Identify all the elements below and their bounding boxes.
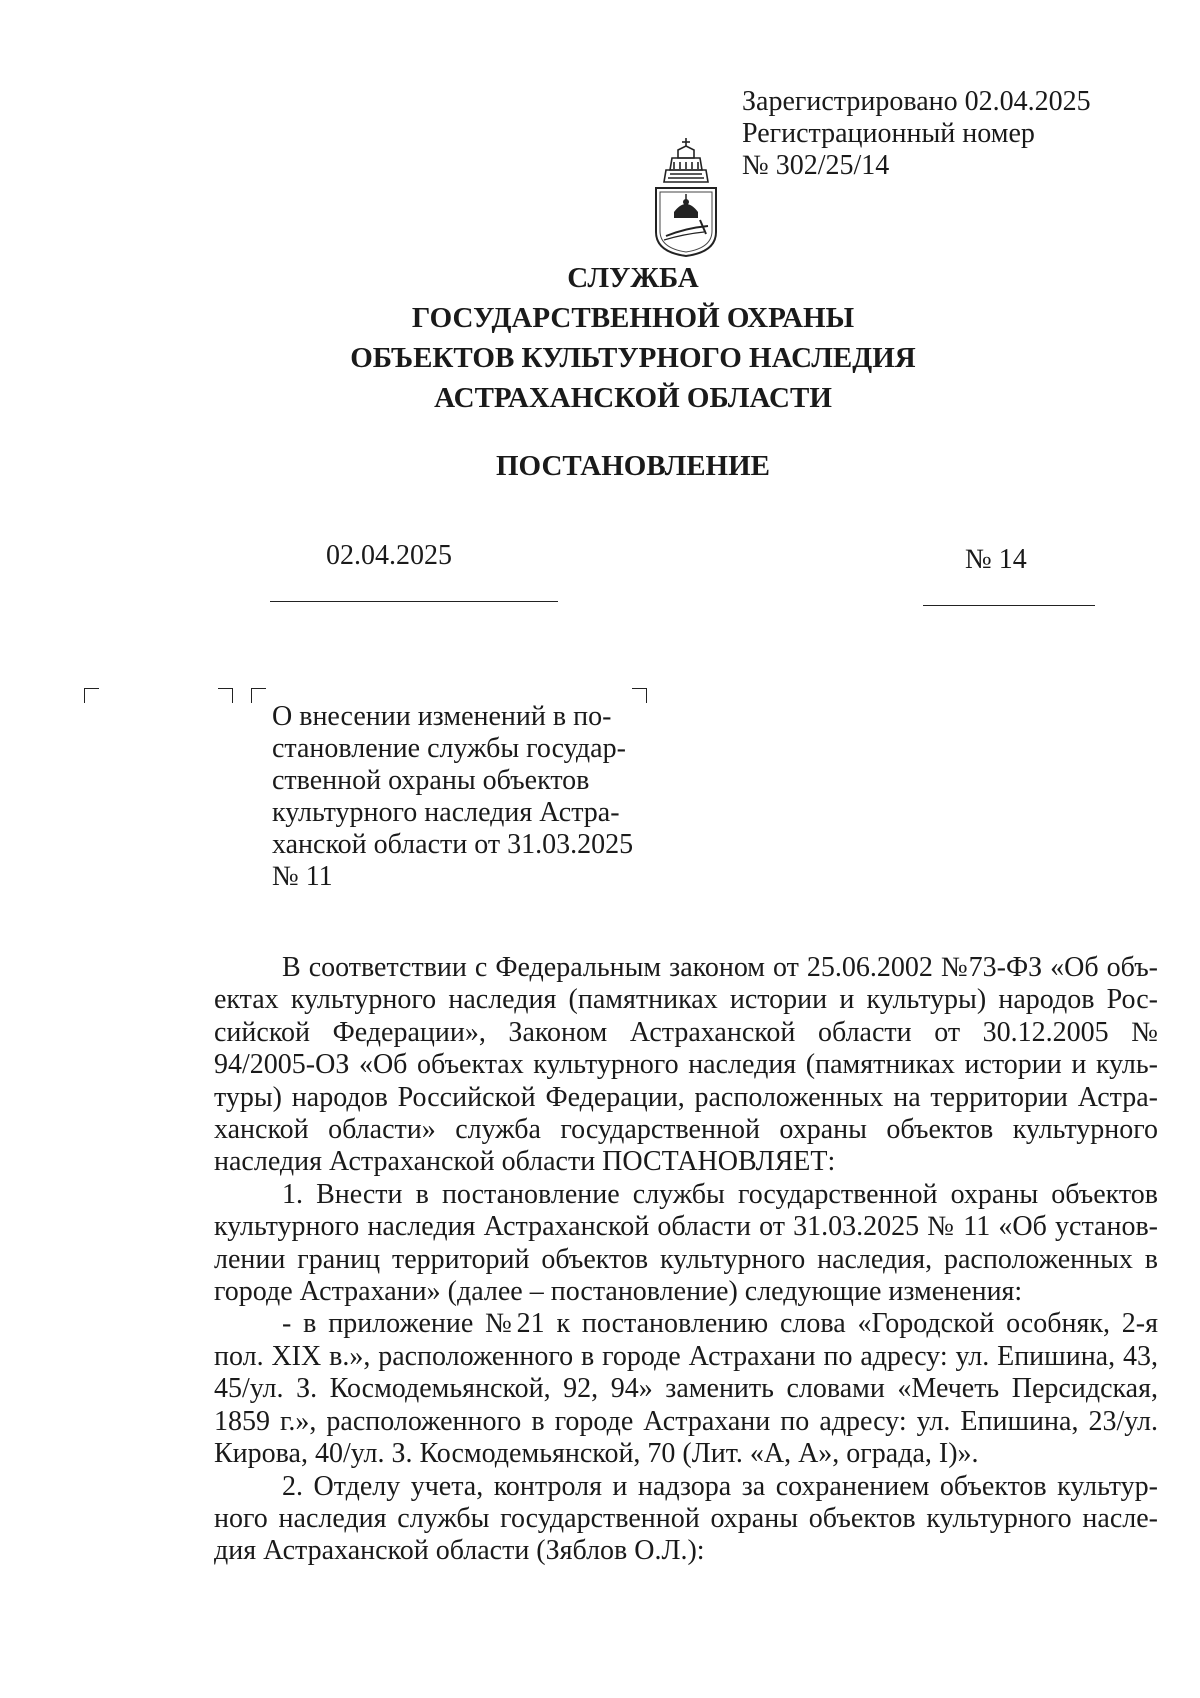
subject-line: становление службы государ- (272, 733, 626, 764)
organization-title-line: АСТРАХАНСКОЙ ОБЛАСТИ (434, 382, 832, 414)
body-line: культурного наследия Астраханской области от 31.03.2025 № 11 «Об установ- (214, 1211, 1158, 1243)
body-line: пол. XIX в.», расположенного в городе Астрахани по адресу: ул. Епишина, 43, (214, 1340, 1158, 1372)
body-line: ектах культурного наследия (памятниках истории и культуры) народов Рос- (214, 984, 1158, 1016)
body-line: 2. Отделу учета, контроля и надзора за сохранением объектов культур- (282, 1470, 1158, 1502)
body-line: городе Астрахани» (далее – постановление) следующие изменения: (214, 1276, 1023, 1308)
body-line: наследия Астраханской области ПОСТАНОВЛЯЕТ: (214, 1146, 836, 1178)
registration-number-label: Регистрационный номер (742, 118, 1035, 149)
body-line: лении границ территорий объектов культурного наследия, расположенных в (214, 1243, 1158, 1275)
organization-title-line: ОБЪЕКТОВ КУЛЬТУРНОГО НАСЛЕДИЯ (350, 342, 916, 374)
subject-line: ственной охраны объектов (272, 765, 590, 796)
document-body (214, 952, 1158, 1568)
number-underline (923, 605, 1095, 606)
astrakhan-coat-of-arms-icon (650, 136, 722, 258)
organization-title-line: ГОСУДАРСТВЕННОЙ ОХРАНЫ (411, 302, 855, 334)
body-line: 45/ул. З. Космодемьянской, 92, 94» заменить словами «Мечеть Персидская, (214, 1373, 1158, 1405)
organization-title (0, 258, 1200, 418)
corner-mark (251, 688, 266, 703)
date-underline (270, 601, 558, 602)
subject-line: ханской области от 31.03.2025 (272, 829, 634, 860)
subject-line: № 11 (272, 861, 333, 892)
document-number: № 14 (965, 544, 1027, 575)
body-line: Кирова, 40/ул. З. Космодемьянской, 70 (Лит. «А, А», ограда, I)». (214, 1438, 979, 1470)
registration-number: № 302/25/14 (742, 150, 890, 181)
body-line: ного наследия службы государственной охраны объектов культурного насле- (214, 1502, 1158, 1534)
body-line: дия Астраханской области (Зяблов О.Л.): (214, 1535, 705, 1567)
body-line: 94/2005-ОЗ «Об объектах культурного наследия (памятниках истории и куль- (214, 1049, 1158, 1081)
subject-line: О внесении изменений в по- (272, 701, 612, 732)
document-date: 02.04.2025 (326, 540, 452, 571)
body-line: сийской Федерации», Законом Астраханской области от 30.12.2005 № (214, 1016, 1158, 1048)
corner-mark (84, 688, 99, 703)
body-line: туры) народов Российской Федерации, расположенных на территории Астра- (214, 1081, 1158, 1113)
body-line: 1. Внести в постановление службы государственной охраны объектов (282, 1178, 1158, 1210)
corner-mark (218, 688, 233, 703)
document-type: ПОСТАНОВЛЕНИЕ (495, 450, 770, 482)
body-line: 1859 г.», расположенного в городе Астрахани по адресу: ул. Епишина, 23/ул. (214, 1405, 1158, 1437)
document-subject (272, 701, 652, 893)
organization-title-line: СЛУЖБА (567, 262, 699, 294)
registration-date-line: Зарегистрировано 02.04.2025 (742, 86, 1091, 117)
registration-stamp (742, 86, 1091, 182)
body-line: ханской области» служба государственной охраны объектов культурного (214, 1114, 1158, 1146)
body-line: В соответствии с Федеральным законом от 25.06.2002 №73-ФЗ «Об объ- (282, 952, 1158, 983)
subject-line: культурного наследия Астра- (272, 797, 620, 828)
body-line: - в приложение №21 к постановлению слова «Городской особняк, 2-я (282, 1308, 1158, 1340)
